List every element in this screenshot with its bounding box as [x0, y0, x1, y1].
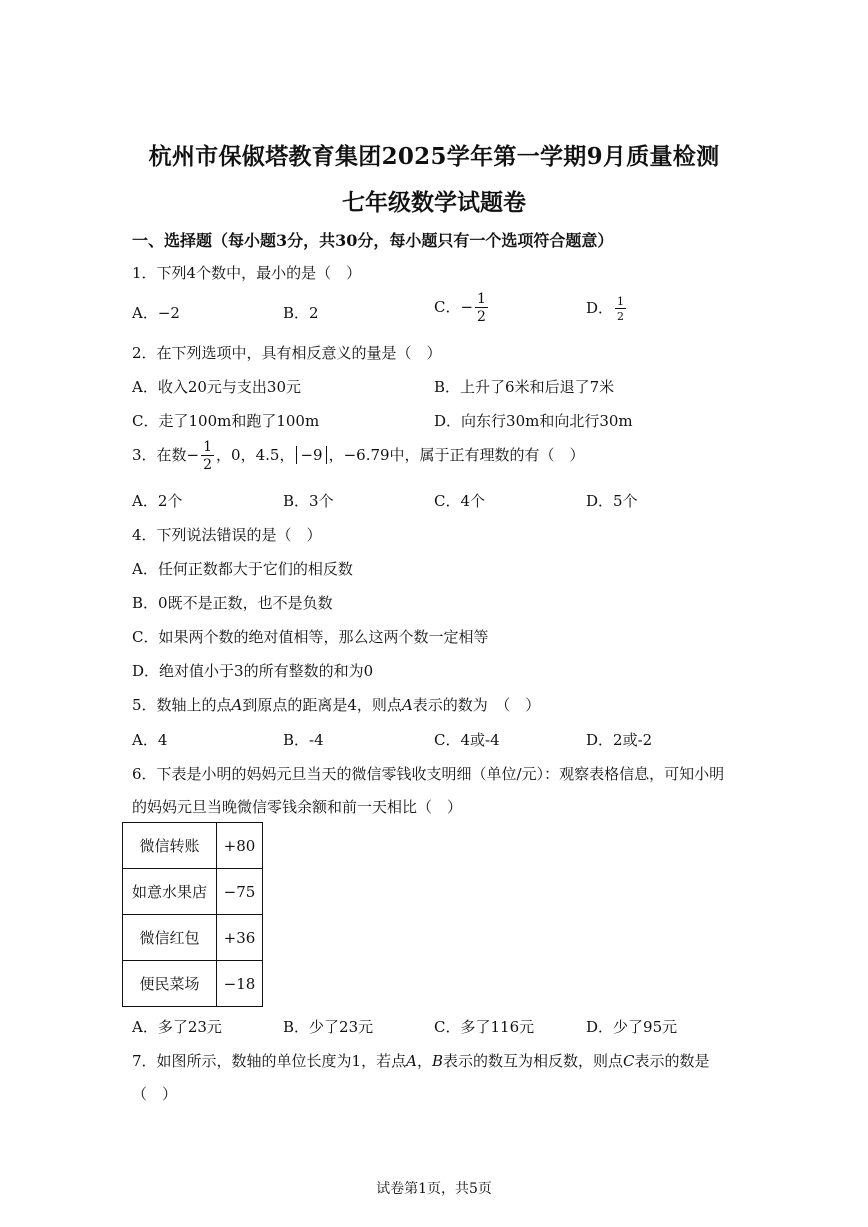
numerator: 1	[203, 439, 213, 455]
question-4-option-a: A．任何正数都大于它们的相反数	[132, 560, 353, 578]
point-variable: A	[231, 696, 243, 714]
table-cell-amount: +36	[217, 915, 263, 961]
question-3-option-c: C．4个	[434, 492, 486, 510]
stem-part: 到原点的距离是4，则点	[242, 696, 402, 714]
question-4-stem: 4．下列说法错误的是（ ）	[132, 526, 322, 544]
table-row	[123, 823, 263, 869]
exam-title: 杭州市保俶塔教育集团2025学年第一学期9月质量检测	[148, 143, 720, 170]
table-row	[123, 869, 263, 915]
question-1-option-b: B．2	[283, 304, 319, 322]
question-1-option-d	[586, 296, 628, 322]
question-2-option-c: C．走了100m和跑了100m	[132, 412, 320, 430]
question-6-stem-line1: 6．下表是小明的妈妈元旦当天的微信零钱收支明细（单位/元）：观察表格信息，可知小明	[132, 765, 725, 783]
table-cell-amount: +80	[217, 823, 263, 869]
option-c-prefix: C．−	[434, 298, 474, 316]
numerator: 1	[477, 291, 486, 307]
question-5-stem	[132, 694, 540, 715]
section-heading: 一、选择题（每小题3分，共30分，每小题只有一个选项符合题意）	[132, 231, 614, 250]
question-2-option-b: B．上升了6米和后退了7米	[434, 378, 615, 396]
question-5-option-c: C．4或-4	[434, 731, 500, 749]
table-cell-item: 微信转账	[123, 823, 217, 869]
point-variable: B	[431, 1052, 443, 1070]
question-3-option-d: D．5个	[586, 492, 638, 510]
absolute-value: −9	[296, 446, 326, 464]
question-6-option-d: D．少了95元	[586, 1018, 678, 1036]
stem-part: 3．在数−	[132, 446, 200, 464]
question-7-stem	[132, 1050, 710, 1071]
question-4-option-d: D．绝对值小于3的所有整数的和为0	[132, 662, 374, 680]
stem-part: ，0，4.5，	[216, 446, 295, 464]
table-cell-amount: −18	[217, 961, 263, 1007]
question-1-option-a: A．−2	[132, 304, 180, 322]
exam-subtitle: 七年级数学试题卷	[342, 189, 526, 216]
stem-part: ，	[416, 1052, 432, 1070]
point-variable: C	[623, 1052, 635, 1070]
question-3-option-a: A．2个	[132, 492, 183, 510]
stem-part: 5．数轴上的点	[132, 696, 232, 714]
question-6-option-c: C．多了116元	[434, 1018, 535, 1036]
question-6-option-b: B．少了23元	[283, 1018, 374, 1036]
question-7-stem-line2: （ ）	[132, 1085, 178, 1103]
stem-part: ，−6.79中，属于正有理数的有（ ）	[328, 446, 585, 464]
option-d-prefix: D．	[586, 299, 614, 317]
stem-part: 7．如图所示，数轴的单位长度为1，若点	[132, 1052, 407, 1070]
question-1-stem: 1．下列4个数中，最小的是（ ）	[132, 264, 362, 282]
denominator: 2	[617, 310, 625, 323]
question-6-stem-line2: 的妈妈元旦当晚微信零钱余额和前一天相比（ ）	[132, 798, 463, 816]
fraction	[201, 440, 214, 472]
page-footer: 试卷第1页，共5页	[376, 1181, 492, 1197]
transaction-table	[122, 822, 263, 1007]
table-cell-amount: −75	[217, 869, 263, 915]
table-row	[123, 915, 263, 961]
point-variable: A	[406, 1052, 417, 1070]
stem-part: 表示的数是	[634, 1052, 710, 1070]
question-4-option-c: C．如果两个数的绝对值相等，那么这两个数一定相等	[132, 628, 489, 646]
numerator: 1	[617, 295, 625, 308]
question-3-option-b: B．3个	[283, 492, 334, 510]
question-1-option-c	[434, 292, 490, 324]
table-cell-item: 微信红包	[123, 915, 217, 961]
question-2-option-d: D．向东行30m和向北行30m	[434, 412, 633, 430]
stem-part: 表示的数互为相反数，则点	[442, 1052, 623, 1070]
table-cell-item: 如意水果店	[123, 869, 217, 915]
fraction	[615, 296, 626, 322]
stem-part: 表示的数为 （ ）	[412, 696, 541, 714]
question-3-stem	[132, 440, 585, 472]
table-cell-item: 便民菜场	[123, 961, 217, 1007]
point-variable: A	[401, 696, 413, 714]
fraction	[475, 292, 488, 324]
denominator: 2	[203, 457, 213, 473]
denominator: 2	[477, 309, 486, 325]
question-5-option-b: B．-4	[283, 731, 324, 749]
question-5-option-a: A．4	[132, 731, 168, 749]
question-6-option-a: A．多了23元	[132, 1018, 222, 1036]
table-row	[123, 961, 263, 1007]
question-2-stem: 2．在下列选项中，具有相反意义的量是（ ）	[132, 344, 442, 362]
question-2-option-a: A．收入20元与支出30元	[132, 378, 302, 396]
question-5-option-d: D．2或-2	[586, 731, 653, 749]
question-4-option-b: B．0既不是正数，也不是负数	[132, 594, 333, 612]
